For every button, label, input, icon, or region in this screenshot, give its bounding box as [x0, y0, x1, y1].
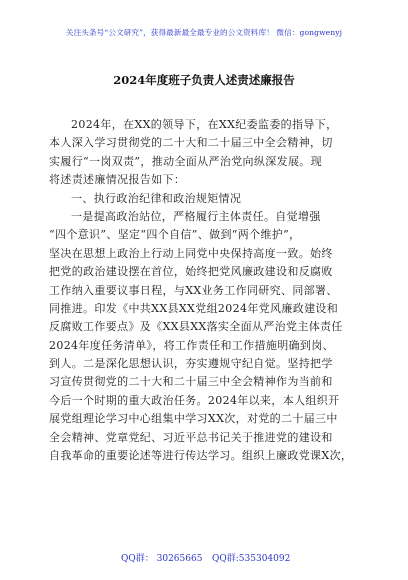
footer: [0, 551, 408, 565]
qq-group-2: QQ群:535304092: [212, 554, 291, 564]
document-body: [49, 116, 361, 465]
body-line: 2024年度任务清单》，将工作责任和工作措施明确到岗、: [49, 338, 334, 352]
document-title: 2024年度班子负责人述责述廉报告: [113, 73, 295, 87]
body-line: 自我革命的重要论述等进行传达学习。组织上廉政党课X次，: [49, 449, 353, 463]
body-line: 反腐败工作要点》及《XX县XX落实全面从严治党主体责任: [49, 320, 343, 334]
body-line: 展党组理论学习中心组集中学习XX次，对党的二十届三中: [49, 412, 338, 426]
body-line: 同推进。印发《中共XX县XX党组2024年党风廉政建设和: [49, 301, 339, 315]
body-line: 实履行“一岗双责”，推动全面从严治党向纵深发展。现: [49, 154, 322, 168]
body-line: 工作纳入重要议事日程，与XX业务工作同研究、同部署、: [49, 283, 338, 297]
body-line: 全会精神、党章党纪、习近平总书记关于推进党的建设和: [49, 430, 333, 444]
body-line: “四个意识”、坚定“四个自信”、做到“两个维护”，: [49, 228, 301, 242]
body-line: 把党的政治建设摆在首位，始终把党风廉政建设和反腐败: [49, 265, 333, 279]
body-line: 一是提高政治站位，严格履行主体责任。自觉增强: [71, 209, 321, 223]
qq-group-1: QQ群： 30265665: [121, 554, 203, 564]
body-line: 今后一个时期的重大政治任务。2024年以来，本人组织开: [49, 393, 340, 407]
body-line: 本人深入学习贯彻党的二十大和二十届三中全会精神，切: [49, 136, 333, 150]
body-line: 到人。二是深化思想认识，夯实遵规守纪自觉。坚持把学: [49, 357, 333, 371]
section-heading: 一、执行政治纪律和政治规矩情况: [71, 191, 242, 205]
body-line: 将述责述廉情况报告如下：: [49, 173, 186, 187]
body-line: 2024年，在XX的领导下，在XX纪委监委的指导下，: [71, 118, 338, 131]
body-line: 坚决在思想上政治上行动上同党中央保持高度一致。始终: [49, 246, 333, 260]
header-note: 关注头条号“公文研究”，获得最新最全最专业的公文资料库！ 微信：gongwenyj: [65, 28, 343, 37]
body-line: 习宣传贯彻党的二十大和二十届三中全会精神作为当前和: [49, 375, 333, 389]
